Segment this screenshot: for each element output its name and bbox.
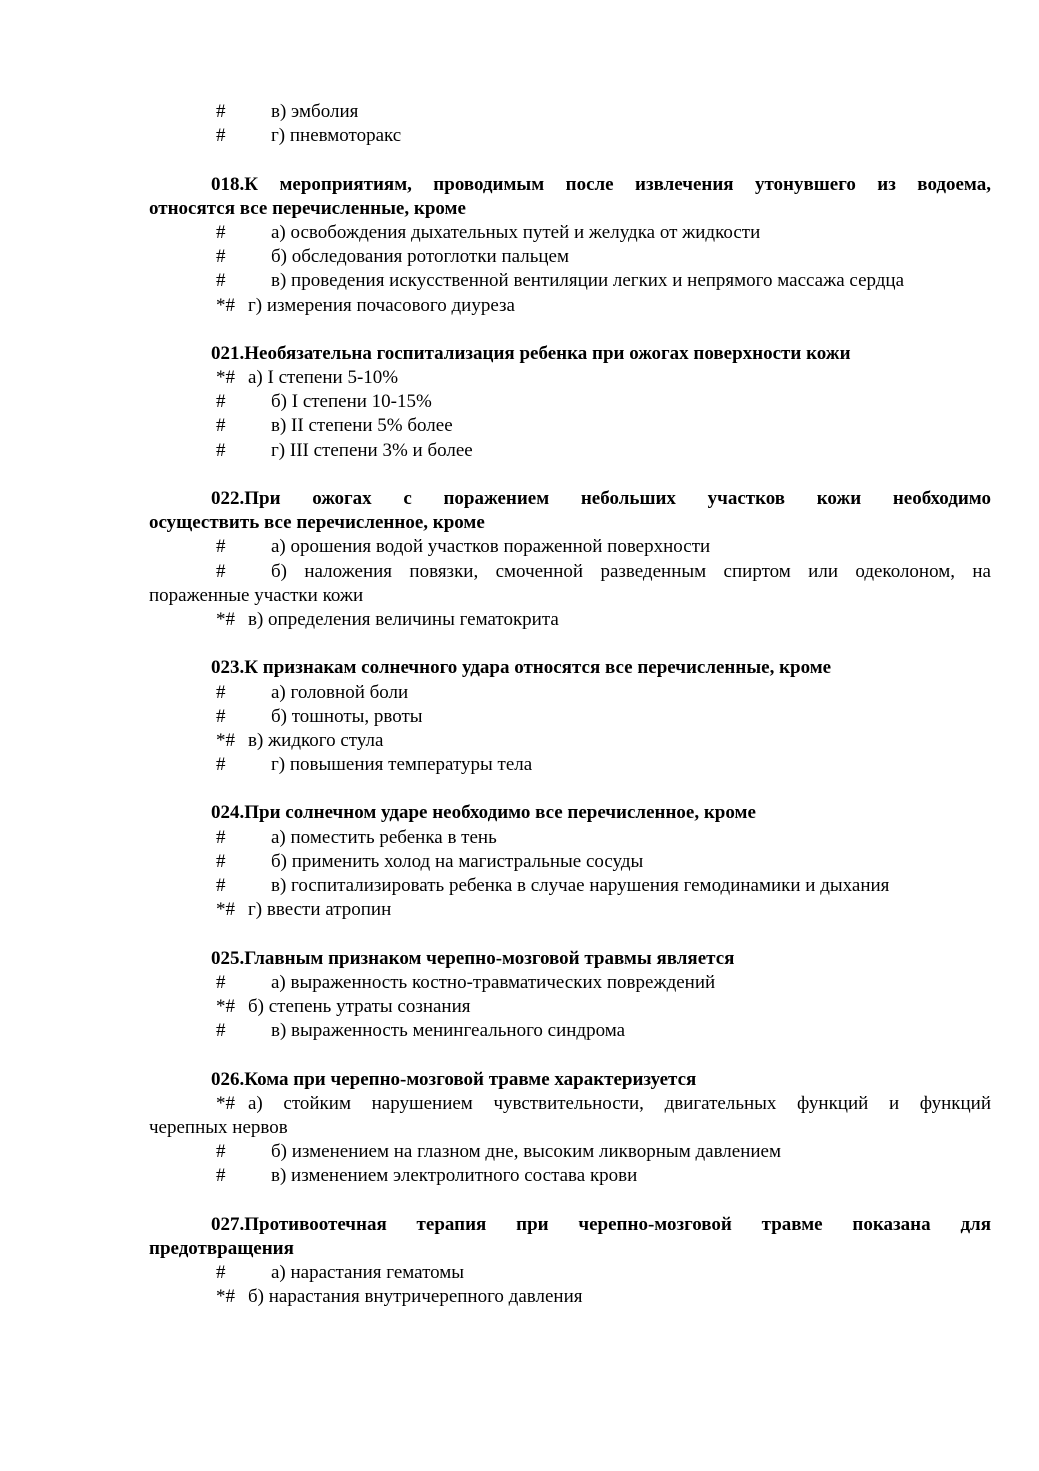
option-text: а) головной боли	[271, 681, 409, 703]
correct-marker: *#	[216, 367, 235, 389]
option-text: а) I степени 5-10%	[248, 367, 399, 389]
option-line	[149, 826, 991, 850]
option-marker: #	[216, 1262, 226, 1283]
option-line-correct	[149, 1092, 991, 1116]
option-line	[149, 124, 991, 148]
option-marker: #	[216, 754, 226, 776]
correct-marker: *#	[216, 1092, 235, 1114]
option-marker: #	[216, 415, 226, 437]
option-line	[149, 753, 991, 777]
option-line	[149, 100, 991, 124]
option-line-correct	[149, 995, 991, 1019]
option-text: а) орошения водой участков пораженной поверхности	[271, 536, 711, 558]
option-text: а) поместить ребенка в тень	[271, 826, 497, 848]
option-text: б) I степени 10-15%	[271, 391, 432, 413]
option-text: б) обследования ротоглотки пальцем	[271, 246, 570, 268]
option-line-correct	[149, 729, 991, 753]
option-text: а) стойким нарушением чувствительности, двигательных функций и функций	[248, 1092, 991, 1114]
option-line	[149, 681, 991, 705]
question-title: 022.При ожогах с поражением небольших участков кожи необходимо	[211, 488, 991, 509]
option-line-correct	[149, 294, 991, 318]
option-text: в) определения величины гематокрита	[248, 608, 559, 630]
option-text: г) пневмоторакс	[271, 125, 402, 147]
option-marker: #	[216, 1020, 226, 1042]
option-text: в) эмболия	[271, 101, 359, 122]
correct-marker: *#	[216, 294, 235, 316]
option-text: б) изменением на глазном дне, высоким ликворным давлением	[271, 1141, 781, 1163]
option-line	[149, 535, 991, 559]
option-text: в) проведения искусственной вентиляции легких и непрямого массажа сердца	[271, 270, 905, 292]
option-line	[149, 560, 991, 584]
option-line-correct	[149, 898, 991, 922]
question-title-cont: предотвращения	[149, 1237, 294, 1259]
option-line	[149, 1164, 991, 1188]
document-page	[149, 100, 991, 1309]
question-title: 021.Необязательна госпитализация ребенка при ожогах поверхности кожи	[211, 342, 851, 364]
option-text: б) нарастания внутричерепного давления	[248, 1286, 583, 1308]
option-text: в) жидкого стула	[248, 729, 384, 751]
option-text: в) II степени 5% более	[271, 415, 453, 437]
option-text: б) применить холод на магистральные сосуды	[271, 850, 644, 872]
option-line	[149, 971, 991, 995]
option-text: б) наложения повязки, смоченной разведенным спиртом или одеколоном, на	[271, 560, 991, 582]
question-title-cont: относятся все перечисленные, кроме	[149, 197, 466, 219]
option-text-cont: пораженные участки кожи	[149, 584, 364, 606]
option-marker: #	[216, 391, 226, 413]
option-text: б) степень утраты сознания	[248, 995, 471, 1017]
correct-marker: *#	[216, 608, 235, 630]
option-text: в) выраженность менингеального синдрома	[271, 1020, 626, 1042]
option-line	[149, 1019, 991, 1043]
option-marker: #	[216, 1141, 226, 1163]
option-text: б) тошноты, рвоты	[271, 705, 423, 727]
correct-marker: *#	[216, 995, 235, 1017]
option-text: а) освобождения дыхательных путей и желудка от жидкости	[271, 221, 761, 243]
option-text: а) выраженность костно-травматических повреждений	[271, 971, 716, 993]
option-marker: #	[216, 850, 226, 872]
question-title: 026.Кома при черепно-мозговой травме характеризуется	[211, 1068, 697, 1090]
option-marker: #	[216, 875, 226, 896]
option-line	[149, 1140, 991, 1164]
option-line	[149, 874, 991, 898]
option-line	[149, 221, 991, 245]
option-text: в) изменением электролитного состава крови	[271, 1165, 638, 1187]
option-line-correct	[149, 608, 991, 632]
option-marker: #	[216, 270, 226, 292]
option-marker: #	[216, 705, 226, 727]
option-line	[149, 269, 991, 293]
option-text: г) ввести атропин	[248, 899, 392, 921]
question-title: 025.Главным признаком черепно-мозговой травмы является	[211, 947, 735, 969]
question-title: 027.Противоотечная терапия при черепно-мозговой травме показана для	[211, 1213, 991, 1235]
correct-marker: *#	[216, 729, 235, 751]
correct-marker: *#	[216, 899, 235, 921]
question-title-cont: осуществить все перечисленное, кроме	[149, 512, 485, 534]
option-marker: #	[216, 125, 226, 147]
option-line-correct	[149, 366, 991, 390]
question-title: 018.К мероприятиям, проводимым после извлечения утонувшего из водоема,	[211, 173, 991, 195]
option-text: г) измерения почасового диуреза	[248, 294, 515, 316]
option-text: г) III степени 3% и более	[271, 439, 473, 461]
option-line	[149, 439, 991, 463]
option-marker: #	[216, 826, 226, 848]
option-line	[149, 705, 991, 729]
option-marker: #	[216, 101, 226, 122]
option-marker: #	[216, 221, 226, 243]
option-line	[149, 245, 991, 269]
option-line	[149, 1261, 991, 1285]
option-marker: #	[216, 560, 226, 582]
option-marker: #	[216, 681, 226, 703]
option-text: в) госпитализировать ребенка в случае нарушения гемодинамики и дыхания	[271, 875, 890, 896]
option-line	[149, 390, 991, 414]
option-marker: #	[216, 246, 226, 268]
option-marker: #	[216, 439, 226, 461]
option-text-cont: черепных нервов	[149, 1116, 288, 1138]
option-text: а) нарастания гематомы	[271, 1262, 465, 1283]
option-marker: #	[216, 536, 226, 558]
question-title: 024.При солнечном ударе необходимо все перечисленное, кроме	[211, 802, 756, 824]
option-marker: #	[216, 1165, 226, 1187]
option-marker: #	[216, 971, 226, 993]
question-title: 023.К признакам солнечного удара относятся все перечисленные, кроме	[211, 657, 832, 679]
option-line-correct	[149, 1285, 991, 1309]
option-line	[149, 414, 991, 438]
option-line	[149, 850, 991, 874]
option-text: г) повышения температуры тела	[271, 754, 533, 776]
correct-marker: *#	[216, 1286, 235, 1308]
